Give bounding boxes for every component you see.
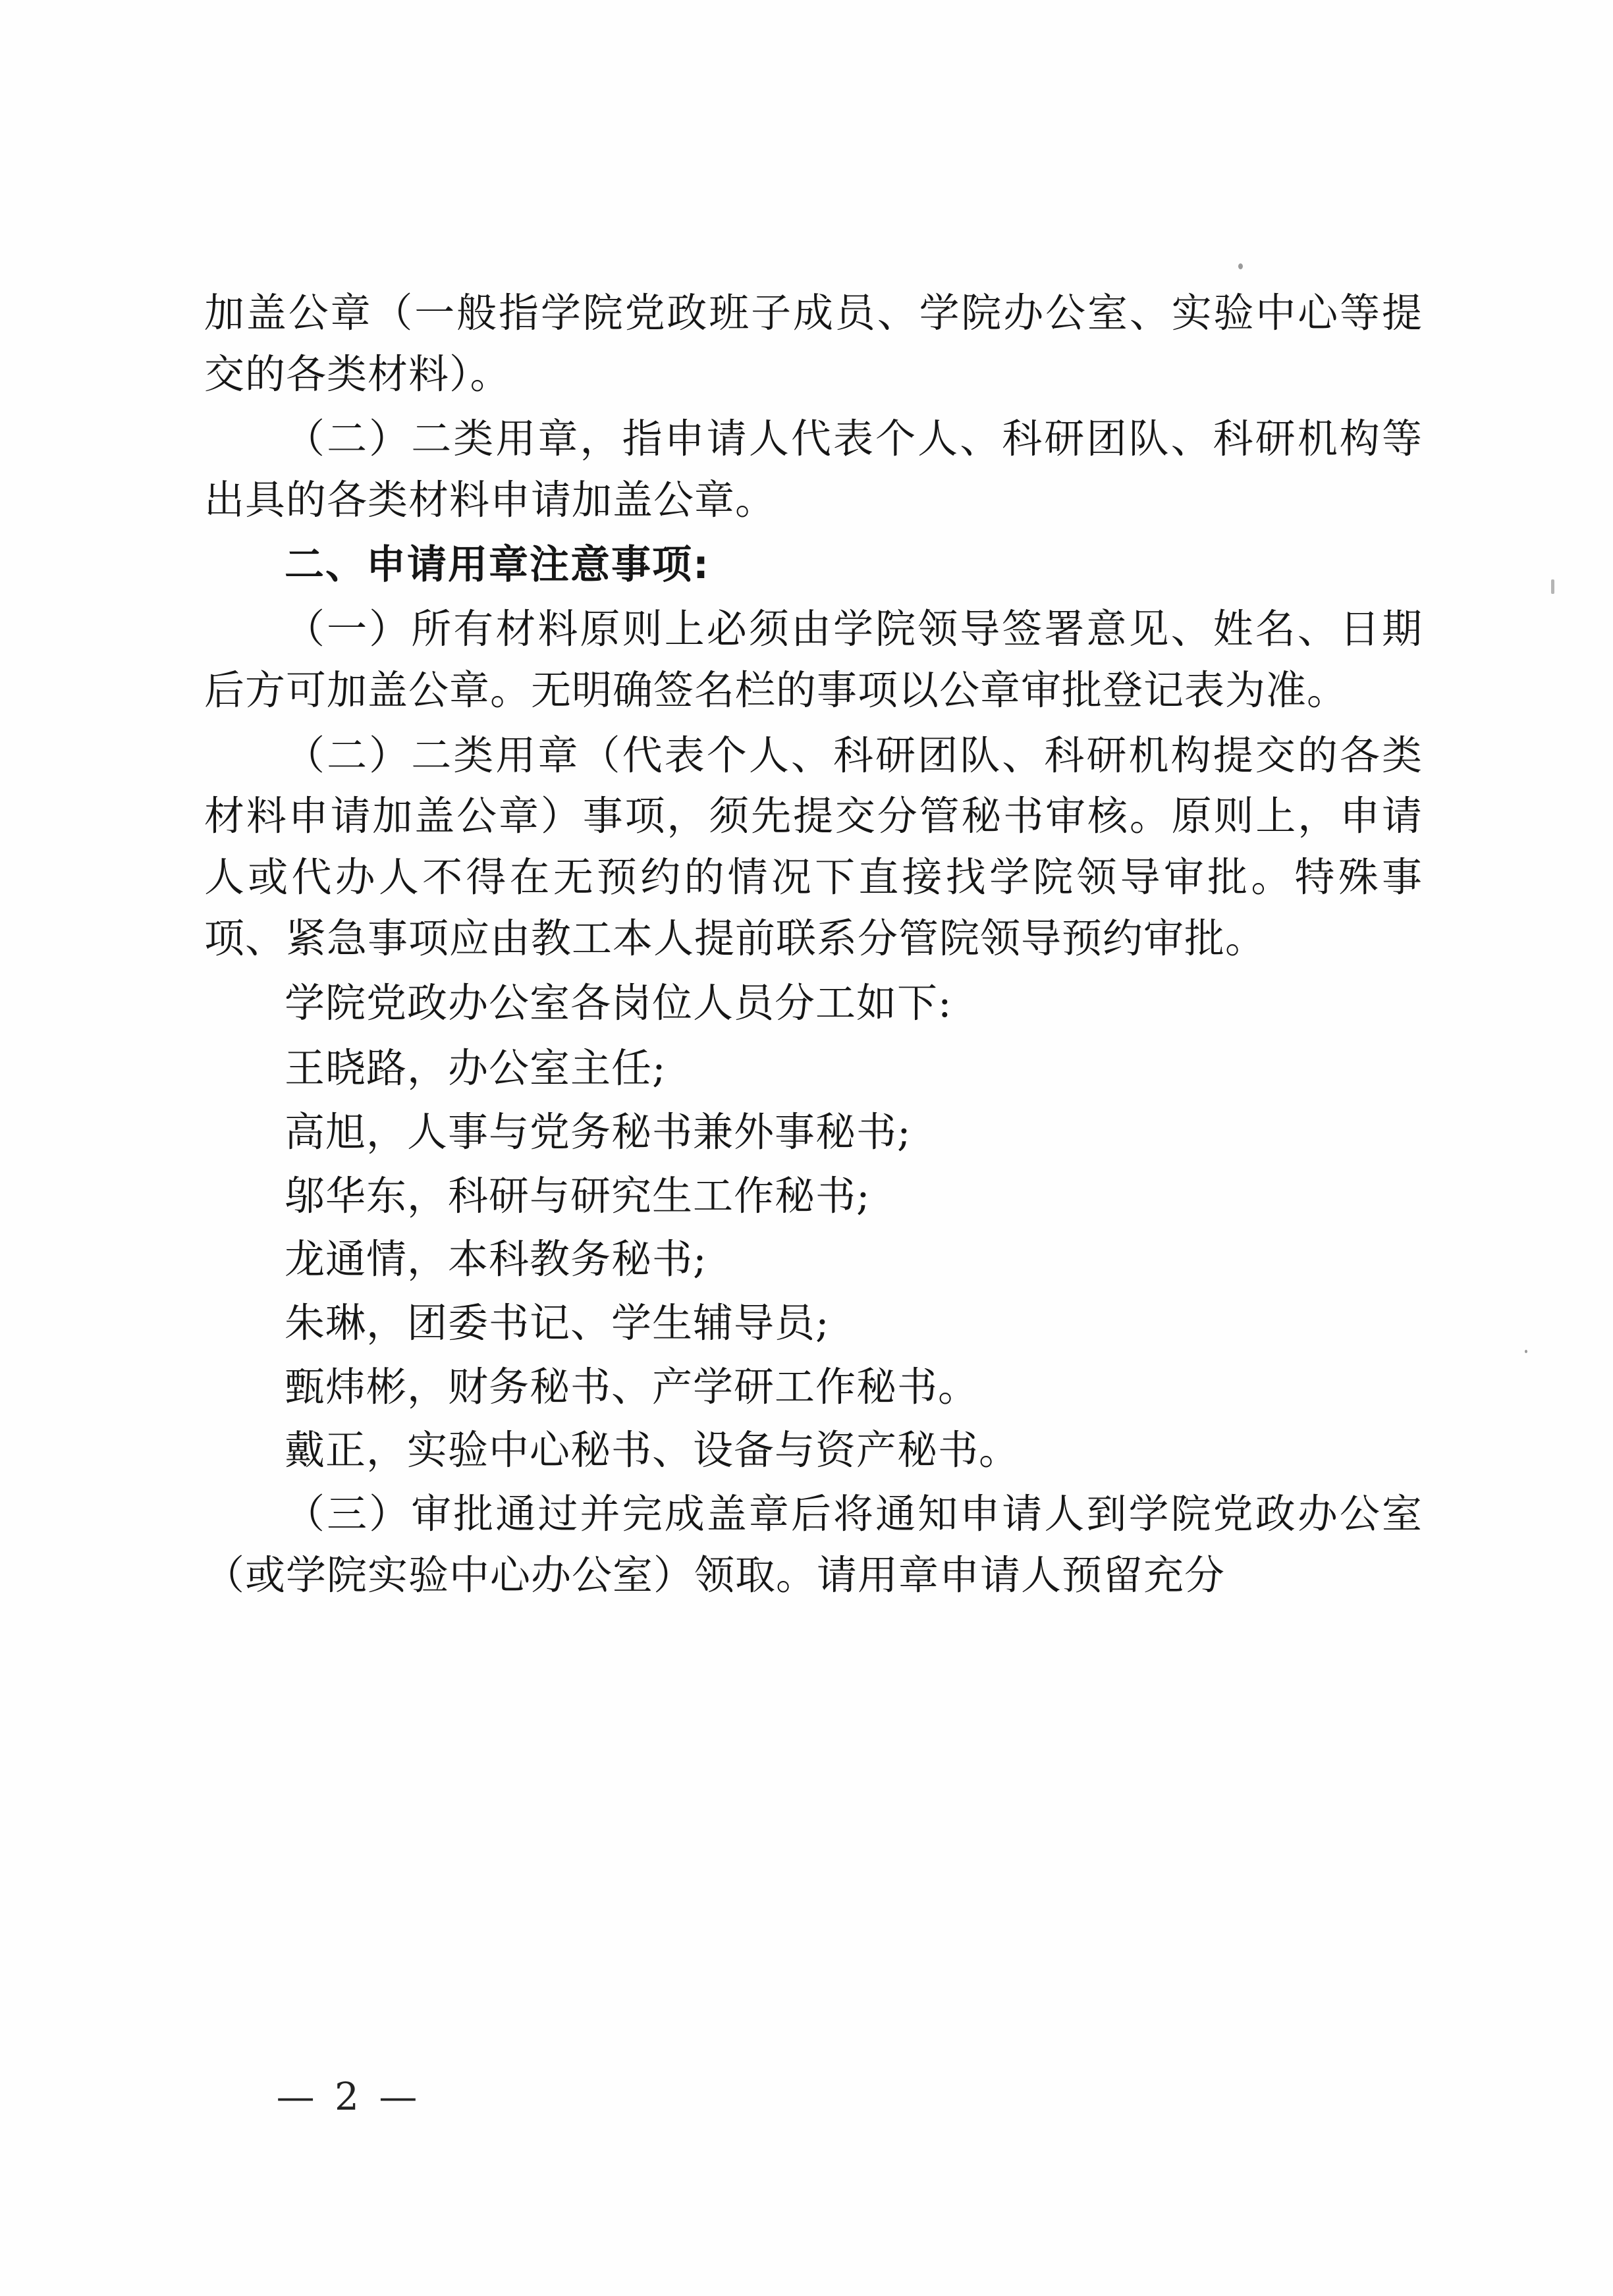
staff-item-5: 朱琳，团委书记、学生辅导员; bbox=[285, 1299, 830, 1347]
scan-speck bbox=[1238, 263, 1243, 269]
page-footer bbox=[0, 2074, 1613, 2119]
paragraph-14: （三）审批通过并完成盖章后将通知申请人到学院党政办公室（或学院实验中心办公室）领取。请用章申请人预留充分 bbox=[204, 1491, 1423, 1599]
paragraph-1: 加盖公章（一般指学院党政班子成员、学院办公室、实验中心等提交的各类材料）。 bbox=[204, 290, 1423, 398]
staff-item-6: 甄炜彬，财务秘书、产学研工作秘书。 bbox=[285, 1363, 979, 1410]
paragraph-4: （一）所有材料原则上必须由学院领导签署意见、姓名、日期后方可加盖公章。无明确签名栏的事项以公章审批登记表为准。 bbox=[204, 606, 1423, 714]
paragraph-5: （二）二类用章（代表个人、科研团队、科研机构提交的各类材料申请加盖公章）事项，须先提交分管秘书审核。原则上，申请人或代办人不得在无预约的情况下直接找学院领导审批。特殊事项、紧急事项应由教工本人提前联系分管院领导预约审批。 bbox=[204, 732, 1423, 962]
staff-item-2: 高旭，人事与党务秘书兼外事秘书; bbox=[285, 1108, 912, 1156]
staff-item-4: 龙通情，本科教务秘书; bbox=[285, 1236, 707, 1283]
paragraph-2: （二）二类用章，指申请人代表个人、科研团队、科研机构等出具的各类材料申请加盖公章。 bbox=[204, 415, 1423, 524]
staff-item-7: 戴正，实验中心秘书、设备与资产秘书。 bbox=[285, 1427, 1020, 1474]
staff-list-intro: 学院党政办公室各岗位人员分工如下: bbox=[285, 980, 952, 1027]
scan-speck bbox=[1551, 579, 1554, 594]
section-heading-2: 二、申请用章注意事项: bbox=[285, 541, 710, 588]
staff-item-3: 邬华东，科研与研究生工作秘书; bbox=[285, 1172, 871, 1219]
page-number: — 2 — bbox=[276, 2074, 422, 2119]
staff-item-1: 王晓路，办公室主任; bbox=[285, 1045, 667, 1092]
scan-speck bbox=[1525, 1350, 1527, 1353]
document-body bbox=[204, 283, 1423, 1611]
